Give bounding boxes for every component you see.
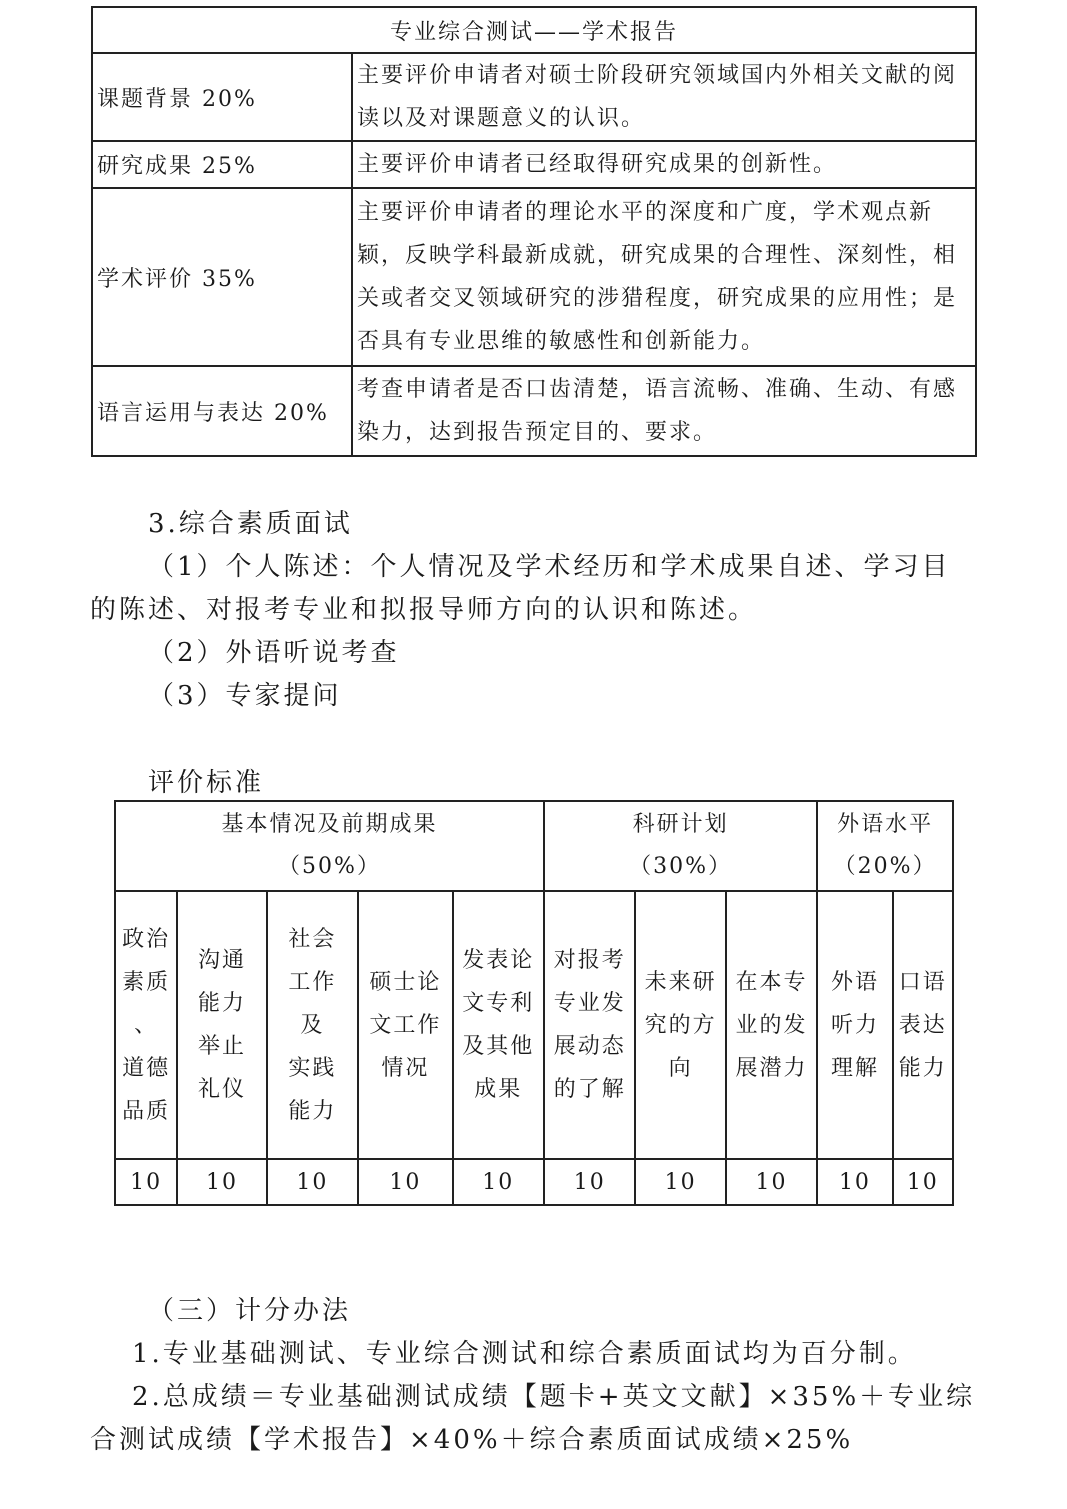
section3-item1-line1: （1）个人陈述：个人情况及学术经历和学术成果自述、学习目 [148, 552, 951, 582]
criterion-line: 能力 [898, 1055, 947, 1081]
section3-title: 3.综合素质面试 [148, 509, 353, 539]
score-cell: 10 [893, 1159, 953, 1205]
score-cell: 10 [726, 1159, 817, 1205]
criterion-line: 究的方 [644, 1012, 717, 1038]
table1-row-desc: 主要评价申请者的理论水平的深度和广度，学术观点新颖，反映学科最新成就，研究成果的合理性、深刻性，相关或者交叉领域研究的涉猎程度，研究成果的应用性；是否具有专业思维的敏感性和创新能力。 [352, 188, 976, 366]
score-cell: 10 [544, 1159, 635, 1205]
criterion-cell [177, 891, 266, 1159]
criterion-line: 的了解 [553, 1077, 626, 1102]
criterion-line: 品质 [122, 1098, 171, 1124]
table1-row-label: 研究成果 25% [92, 141, 352, 188]
criterion-line: 发表论 [462, 948, 535, 973]
score-cell: 10 [635, 1159, 725, 1205]
criterion-line: 情况 [381, 1055, 430, 1081]
group-percent: （50%） [278, 854, 381, 879]
criterion-line: 、 [134, 1012, 159, 1038]
criterion-cell [893, 891, 953, 1159]
score-cell: 10 [115, 1159, 177, 1205]
criterion-cell [726, 891, 817, 1159]
criterion-line: 口语 [898, 969, 947, 995]
criterion-line: 工作 [288, 969, 337, 995]
group-header [544, 801, 817, 891]
criterion-line: 硕士论 [369, 969, 442, 995]
section3-item1-line2: 的陈述、对报考专业和拟报导师方向的认识和陈述。 [90, 595, 758, 625]
criterion-line: 及 [300, 1012, 325, 1038]
group-percent: （30%） [629, 854, 733, 879]
criterion-line: 在本专 [735, 969, 808, 995]
criterion-cell [544, 891, 635, 1159]
table1-header: 专业综合测试——学术报告 [92, 7, 976, 53]
scoring-line2: 2.总成绩＝专业基础测试成绩【题卡+英文文献】×35%＋专业综 [132, 1382, 976, 1412]
criterion-line: 实践 [288, 1055, 337, 1081]
evaluation-criteria-table [114, 800, 954, 1206]
criterion-cell [115, 891, 177, 1159]
criterion-line: 展潜力 [735, 1055, 808, 1081]
score-cell: 10 [358, 1159, 452, 1205]
criterion-line: 能力 [288, 1098, 337, 1124]
score-cell: 10 [453, 1159, 544, 1205]
criterion-line: 道德 [122, 1055, 171, 1081]
criterion-line: 能力 [198, 991, 247, 1016]
criterion-cell [817, 891, 892, 1159]
table1-row-desc: 考查申请者是否口齿清楚，语言流畅、准确、生动、有感染力，达到报告预定目的、要求。 [352, 366, 976, 456]
criterion-line: 文专利 [462, 991, 535, 1016]
table1-row-label: 语言运用与表达 20% [92, 366, 352, 456]
criterion-line: 文工作 [369, 1012, 442, 1038]
criterion-line: 展动态 [553, 1034, 626, 1059]
criteria-title: 评价标准 [148, 768, 265, 798]
criterion-line: 外语 [830, 969, 879, 995]
group-header [115, 801, 544, 891]
criterion-line: 沟通 [198, 948, 247, 973]
criterion-cell [635, 891, 725, 1159]
group-percent: （20%） [833, 854, 937, 879]
score-cell: 10 [817, 1159, 892, 1205]
criterion-cell [358, 891, 452, 1159]
criterion-line: 举止 [198, 1034, 247, 1059]
group-name: 外语水平 [837, 812, 934, 837]
criterion-line: 政治 [122, 926, 171, 952]
criterion-line: 未来研 [644, 969, 717, 995]
criterion-line: 成果 [474, 1077, 523, 1102]
criterion-line: 礼仪 [198, 1077, 247, 1102]
table1-row-desc: 主要评价申请者已经取得研究成果的创新性。 [352, 141, 976, 188]
group-name: 基本情况及前期成果 [221, 812, 438, 837]
group-header [817, 801, 953, 891]
section3-item3: （3）专家提问 [148, 681, 342, 711]
scoring-line1: 1.专业基础测试、专业综合测试和综合素质面试均为百分制。 [132, 1339, 917, 1369]
group-name: 科研计划 [632, 812, 729, 837]
criterion-line: 向 [668, 1055, 693, 1081]
criterion-line: 表达 [898, 1012, 947, 1038]
criterion-line: 理解 [830, 1055, 879, 1081]
criterion-line: 专业发 [553, 991, 626, 1016]
criterion-cell [267, 891, 358, 1159]
scoring-title: （三）计分办法 [148, 1296, 352, 1326]
criterion-line: 素质 [122, 969, 171, 995]
criterion-line: 对报考 [553, 948, 626, 973]
table1-row-desc: 主要评价申请者对硕士阶段研究领域国内外相关文献的阅读以及对课题意义的认识。 [352, 53, 976, 141]
criterion-line: 及其他 [462, 1034, 535, 1059]
score-cell: 10 [177, 1159, 266, 1205]
criterion-line: 业的发 [735, 1012, 808, 1038]
section3-item2: （2）外语听说考查 [148, 638, 400, 668]
table1-row-label: 课题背景 20% [92, 53, 352, 141]
criterion-line: 社会 [288, 926, 337, 952]
academic-report-table [91, 6, 977, 457]
criterion-cell [453, 891, 544, 1159]
score-cell: 10 [267, 1159, 358, 1205]
scoring-line3: 合测试成绩【学术报告】×40%＋综合素质面试成绩×25% [90, 1425, 854, 1455]
criterion-line: 听力 [830, 1012, 879, 1038]
table1-row-label: 学术评价 35% [92, 188, 352, 366]
